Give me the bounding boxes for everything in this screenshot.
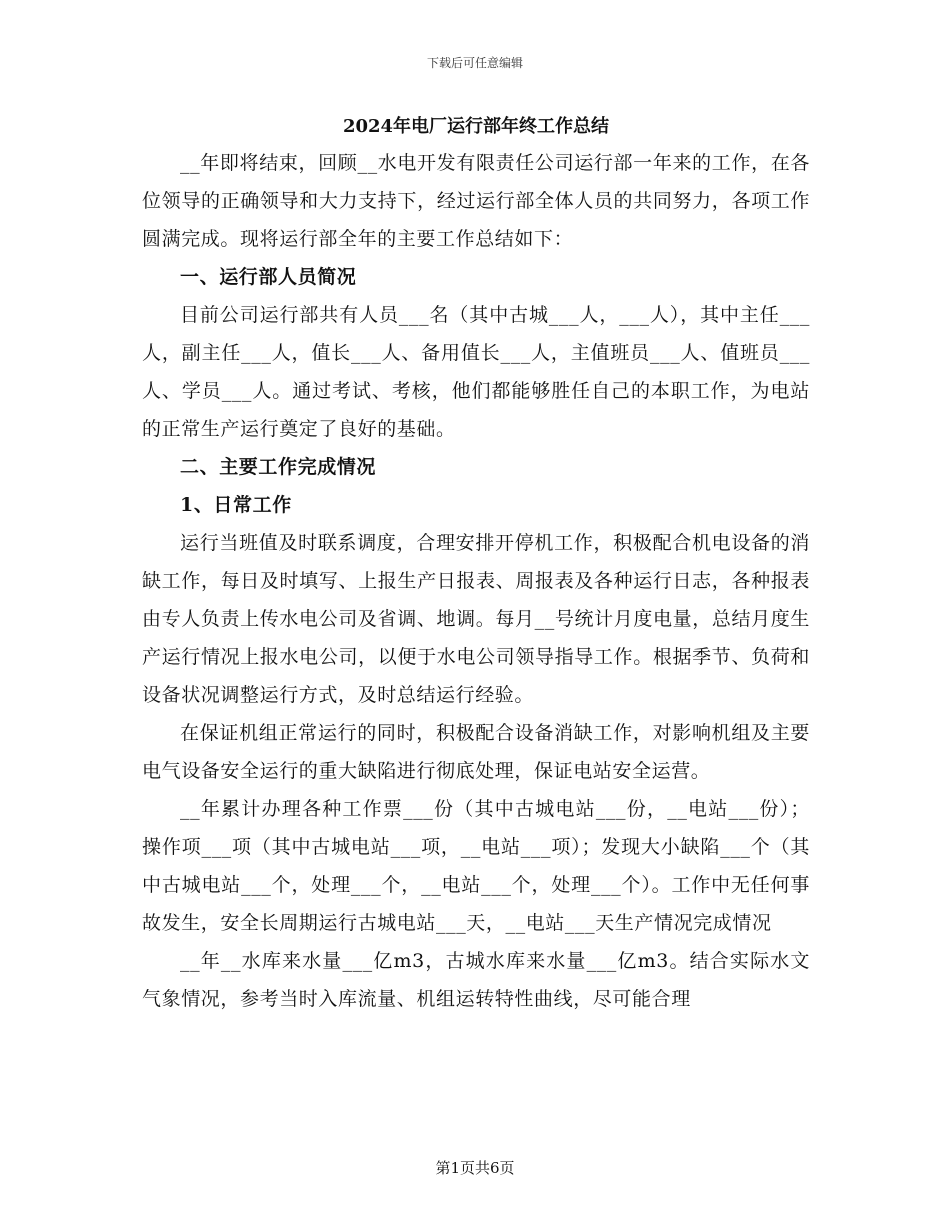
section-heading-main-work: 二、主要工作完成情况: [180, 456, 377, 478]
daily-work-paragraph-2: 在保证机组正常运行的同时，积极配合设备消缺工作，对影响机组及主要电气设备安全运行的重大缺陷进行彻底处理，保证电站安全运营。: [142, 722, 810, 782]
section-heading-staff: 一、运行部人员简况: [180, 266, 357, 288]
staff-paragraph: 目前公司运行部共有人员___名（其中古城___人，___人），其中主任___人，副主任___人，值长___人、备用值长___人，主值班员___人、值班员___人、学员___人。通过考试、考核，他们都能够胜任自己的本职工作，为电站的正常生产运行奠定了良好的基础。: [142, 304, 810, 440]
header-note: 下载后可任意编辑: [426, 56, 523, 70]
document-title: 2024年电厂运行部年终工作总结: [342, 116, 610, 137]
document-body: [142, 112, 810, 1018]
page-number-footer: 第1页共6页: [435, 1159, 515, 1177]
daily-work-paragraph-1: 运行当班值及时联系调度，合理安排开停机工作，积极配合机电设备的消缺工作，每日及时填写、上报生产日报表、周报表及各种运行日志，各种报表由专人负责上传水电公司及省调、地调。每月__号统计月度电量，总结月度生产运行情况上报水电公司，以便于水电公司领导指导工作。根据季节、负荷和设备状况调整运行方式，及时总结运行经验。: [142, 532, 810, 706]
intro-paragraph: __年即将结束，回顾__水电开发有限责任公司运行部一年来的工作，在各位领导的正确领导和大力支持下，经过运行部全体人员的共同努力，各项工作圆满完成。现将运行部全年的主要工作总结如下：: [142, 152, 810, 250]
subsection-heading-daily-work: 1、日常工作: [180, 494, 292, 516]
daily-work-paragraph-4: __年__水库来水量___亿m3，古城水库来水量___亿m3。结合实际水文气象情况，参考当时入库流量、机组运转特性曲线，尽可能合理: [142, 950, 810, 1010]
daily-work-paragraph-3: __年累计办理各种工作票___份（其中古城电站___份，__电站___份）；操作项___项（其中古城电站___项，__电站___项）；发现大小缺陷___个（其中古城电站___个，处理___个，__电站___个，处理___个）。工作中无任何事故发生，安全长周期运行古城电站___天，__电站___天生产情况完成情况: [142, 798, 810, 934]
